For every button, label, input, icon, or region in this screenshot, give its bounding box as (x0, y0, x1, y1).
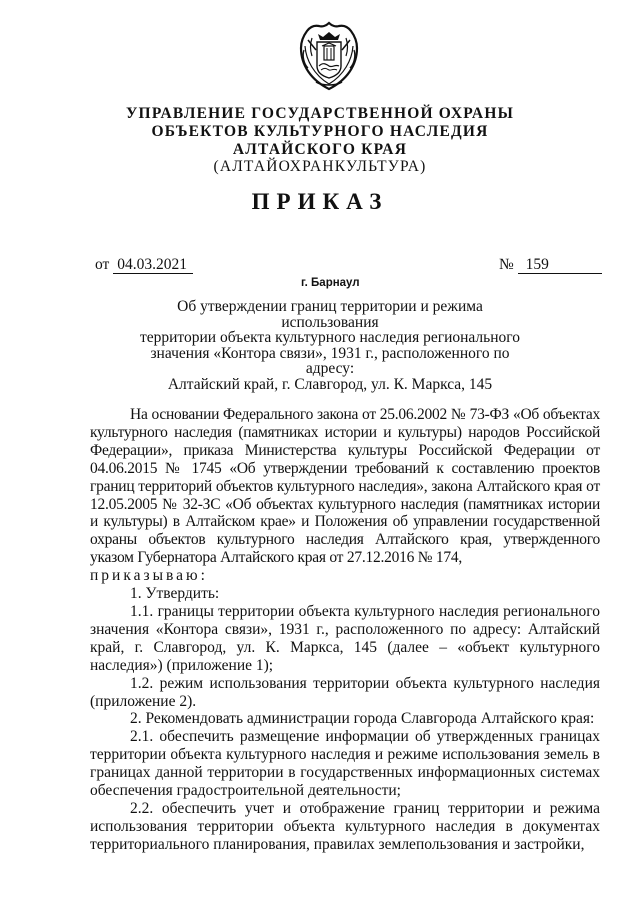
document-subject (130, 299, 530, 392)
item-1: 1. Утвердить: (130, 585, 220, 603)
subject-line-1: Об утверждении границ территории и режима использования (177, 298, 483, 331)
org-name-line-3: АЛТАЙСКОГО КРАЯ (232, 141, 408, 158)
item-2-1: 2.1. обеспечить размещение информации об утвержденных границах территории объекта культурного наследия и режиме использования земель в границах данной территории в государственных информационных системах обеспечения градостроительной деятельности; (90, 728, 600, 800)
order-word: приказываю: (90, 567, 208, 585)
document-number: 159 (518, 256, 602, 274)
document-body (90, 406, 600, 854)
org-name-line-1: УПРАВЛЕНИЕ ГОСУДАРСТВЕННОЙ ОХРАНЫ (125, 105, 514, 122)
item-2: 2. Рекомендовать администрации города Славгорода Алтайского края: (130, 710, 595, 728)
document-type: ПРИКАЗ (251, 189, 389, 214)
item-1-1: 1.1. границы территории объекта культурного наследия регионального значения «Контора связи», 1931 г., расположенного по адресу: Алтайский край, г. Славгород, ул. К. Маркса, 145 (далее – «объект культурного наследия») (приложение 1); (90, 602, 600, 674)
altai-krai-coat-of-arms-icon (296, 20, 362, 92)
number-line (499, 256, 602, 274)
date-line (95, 256, 193, 274)
date-prefix: от (95, 256, 110, 273)
document-city: г. Барнаул (301, 277, 360, 289)
preamble-paragraph: На основании Федерального закона от 25.06.2002 № 73-ФЗ «Об объектах культурного наследия (памятниках истории и культуры) народов Российской Федерации», приказа Министерства культуры Российской Федерации от 04.06.2015 № 1745 «Об утверждении требований к составлению проектов границ территорий объектов культурного наследия», закона Алтайского края от 12.05.2005 № 32-ЗС «Об объектах культурного наследия (памятниках истории и культуры) в Алтайском крае» и Положения об управлении государственной охраны объектов культурного наследия Алтайского края, утвержденного указом Губернатора Алтайского края от 27.12.2016 № 174, (90, 406, 600, 567)
org-name-line-2: ОБЪЕКТОВ КУЛЬТУРНОГО НАСЛЕДИЯ (151, 123, 489, 140)
number-prefix: № (499, 256, 514, 273)
item-2-2: 2.2. обеспечить учет и отображение границ территории и режима использования территории объекта культурного наследия в документах территориального планирования, правилах землепользования и застройки, (90, 799, 600, 853)
subject-line-2: территории объекта культурного наследия регионального (139, 329, 521, 346)
item-1-2: 1.2. режим использования территории объекта культурного наследия (приложение 2). (90, 674, 600, 710)
subject-line-4: Алтайский край, г. Славгород, ул. К. Маркса, 145 (167, 375, 493, 393)
subject-line-3: значения «Контора связи», 1931 г., расположенного по адресу: (150, 344, 510, 377)
org-abbreviation: (АЛТАЙОХРАНКУЛЬТУРА) (213, 158, 427, 175)
document-date: 04.03.2021 (113, 256, 193, 274)
